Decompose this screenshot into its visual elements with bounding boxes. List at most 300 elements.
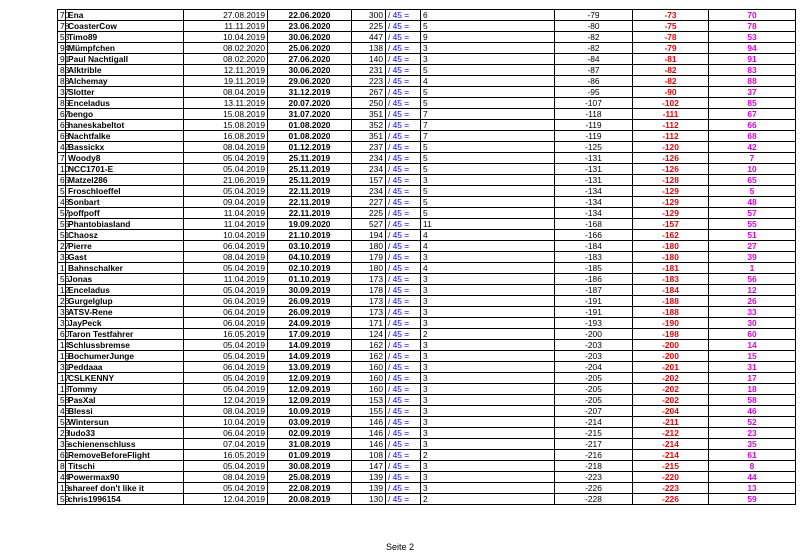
- start-date-cell: 16.05.2019: [184, 450, 268, 461]
- end-date-cell: 03.09.2019: [268, 417, 352, 428]
- start-date-cell: 05.04.2019: [184, 186, 268, 197]
- divisor-cell: / 45 =: [386, 10, 421, 21]
- score-cell: 138: [352, 43, 386, 54]
- table-row: [58, 175, 796, 186]
- score-cell: 180: [352, 263, 386, 274]
- rank-cell: 78: [58, 21, 66, 32]
- end-date-cell: 25.06.2020: [268, 43, 352, 54]
- count-cell: 3: [421, 54, 555, 65]
- player-name-cell: Alktrible: [66, 65, 184, 76]
- divisor-cell: / 45 =: [386, 241, 421, 252]
- adjusted-value-cell: -190: [633, 318, 709, 329]
- table-row: [58, 439, 796, 450]
- adjusted-value-cell: -128: [633, 175, 709, 186]
- count-cell: 3: [421, 472, 555, 483]
- start-date-cell: 16.05.2019: [184, 329, 268, 340]
- count-cell: 3: [421, 285, 555, 296]
- value-cell: -205: [555, 384, 633, 395]
- divisor-cell: / 45 =: [386, 494, 421, 505]
- start-date-cell: 07.04.2019: [184, 439, 268, 450]
- start-date-cell: 15.08.2019: [184, 109, 268, 120]
- end-date-cell: 01.09.2019: [268, 450, 352, 461]
- adjusted-value-cell: -129: [633, 197, 709, 208]
- value-cell: -215: [555, 428, 633, 439]
- rank-cell: 23: [58, 428, 66, 439]
- score-cell: 527: [352, 219, 386, 230]
- id-cell: 91: [709, 54, 796, 65]
- value-cell: -184: [555, 241, 633, 252]
- start-date-cell: 05.04.2019: [184, 483, 268, 494]
- id-cell: 53: [709, 32, 796, 43]
- score-cell: 237: [352, 142, 386, 153]
- player-name-cell: bengo: [66, 109, 184, 120]
- start-date-cell: 06.04.2019: [184, 362, 268, 373]
- rank-cell: 55: [58, 219, 66, 230]
- id-cell: 68: [709, 131, 796, 142]
- table-row: [58, 318, 796, 329]
- score-cell: 155: [352, 406, 386, 417]
- player-name-cell: CoasterCow: [66, 21, 184, 32]
- divisor-cell: / 45 =: [386, 461, 421, 472]
- id-cell: 56: [709, 274, 796, 285]
- count-cell: 6: [421, 10, 555, 21]
- score-cell: 234: [352, 153, 386, 164]
- player-name-cell: Nachtfalke: [66, 131, 184, 142]
- score-cell: 160: [352, 362, 386, 373]
- value-cell: -134: [555, 197, 633, 208]
- id-cell: 65: [709, 175, 796, 186]
- adjusted-value-cell: -202: [633, 373, 709, 384]
- score-cell: 194: [352, 230, 386, 241]
- id-cell: 33: [709, 307, 796, 318]
- value-cell: -118: [555, 109, 633, 120]
- score-cell: 300: [352, 10, 386, 21]
- score-cell: 139: [352, 483, 386, 494]
- end-date-cell: 12.09.2019: [268, 373, 352, 384]
- adjusted-value-cell: -200: [633, 351, 709, 362]
- id-cell: 37: [709, 87, 796, 98]
- end-date-cell: 25.08.2019: [268, 472, 352, 483]
- start-date-cell: 12.11.2019: [184, 65, 268, 76]
- end-date-cell: 31.12.2019: [268, 87, 352, 98]
- player-name-cell: Alchemay: [66, 76, 184, 87]
- id-cell: 42: [709, 142, 796, 153]
- player-name-cell: haneskabeltot: [66, 120, 184, 131]
- score-cell: 171: [352, 318, 386, 329]
- value-cell: -131: [555, 153, 633, 164]
- rank-cell: 58: [58, 395, 66, 406]
- rank-cell: 51: [58, 230, 66, 241]
- player-name-cell: shareef don't like it: [66, 483, 184, 494]
- count-cell: 11: [421, 219, 555, 230]
- count-cell: 5: [421, 153, 555, 164]
- table-row: [58, 362, 796, 373]
- count-cell: 3: [421, 384, 555, 395]
- count-cell: 3: [421, 373, 555, 384]
- value-cell: -80: [555, 21, 633, 32]
- divisor-cell: / 45 =: [386, 54, 421, 65]
- count-cell: 2: [421, 329, 555, 340]
- score-cell: 157: [352, 175, 386, 186]
- start-date-cell: 05.04.2019: [184, 164, 268, 175]
- value-cell: -191: [555, 307, 633, 318]
- rank-cell: 60: [58, 329, 66, 340]
- value-cell: -119: [555, 120, 633, 131]
- count-cell: 3: [421, 362, 555, 373]
- score-cell: 225: [352, 21, 386, 32]
- count-cell: 5: [421, 21, 555, 32]
- rank-cell: 35: [58, 439, 66, 450]
- end-date-cell: 12.09.2019: [268, 395, 352, 406]
- adjusted-value-cell: -162: [633, 230, 709, 241]
- count-cell: 5: [421, 164, 555, 175]
- adjusted-value-cell: -157: [633, 219, 709, 230]
- rank-cell: 30: [58, 318, 66, 329]
- value-cell: -228: [555, 494, 633, 505]
- table-row: [58, 208, 796, 219]
- count-cell: 4: [421, 230, 555, 241]
- value-cell: -217: [555, 439, 633, 450]
- id-cell: 67: [709, 109, 796, 120]
- divisor-cell: / 45 =: [386, 285, 421, 296]
- count-cell: 2: [421, 450, 555, 461]
- start-date-cell: 06.04.2019: [184, 241, 268, 252]
- id-cell: 78: [709, 21, 796, 32]
- adjusted-value-cell: -102: [633, 98, 709, 109]
- id-cell: 59: [709, 494, 796, 505]
- value-cell: -119: [555, 131, 633, 142]
- value-cell: -216: [555, 450, 633, 461]
- table-row: [58, 65, 796, 76]
- value-cell: -82: [555, 43, 633, 54]
- rank-cell: 44: [58, 472, 66, 483]
- score-cell: 234: [352, 186, 386, 197]
- score-cell: 352: [352, 120, 386, 131]
- value-cell: -131: [555, 175, 633, 186]
- id-cell: 51: [709, 230, 796, 241]
- count-cell: 3: [421, 351, 555, 362]
- adjusted-value-cell: -220: [633, 472, 709, 483]
- end-date-cell: 31.08.2019: [268, 439, 352, 450]
- start-date-cell: 05.04.2019: [184, 340, 268, 351]
- player-name-cell: Enceladus: [66, 285, 184, 296]
- id-cell: 44: [709, 472, 796, 483]
- divisor-cell: / 45 =: [386, 65, 421, 76]
- divisor-cell: / 45 =: [386, 87, 421, 98]
- count-cell: 3: [421, 274, 555, 285]
- start-date-cell: 10.04.2019: [184, 417, 268, 428]
- count-cell: 3: [421, 43, 555, 54]
- table-row: [58, 450, 796, 461]
- end-date-cell: 20.08.2019: [268, 494, 352, 505]
- end-date-cell: 22.11.2019: [268, 208, 352, 219]
- value-cell: -191: [555, 296, 633, 307]
- score-cell: 267: [352, 87, 386, 98]
- table-row: [58, 406, 796, 417]
- player-name-cell: Slotter: [66, 87, 184, 98]
- player-name-cell: Sonbart: [66, 197, 184, 208]
- player-name-cell: chris1996154: [66, 494, 184, 505]
- divisor-cell: / 45 =: [386, 439, 421, 450]
- table-row: [58, 351, 796, 362]
- count-cell: 5: [421, 197, 555, 208]
- player-name-cell: Ena: [66, 10, 184, 21]
- rank-cell: 66: [58, 120, 66, 131]
- end-date-cell: 22.08.2019: [268, 483, 352, 494]
- divisor-cell: / 45 =: [386, 329, 421, 340]
- id-cell: 23: [709, 428, 796, 439]
- table-row: [58, 461, 796, 472]
- start-date-cell: 16.08.2019: [184, 131, 268, 142]
- player-name-cell: CSLKENNY: [66, 373, 184, 384]
- id-cell: 14: [709, 340, 796, 351]
- count-cell: 3: [421, 318, 555, 329]
- score-cell: 231: [352, 65, 386, 76]
- score-cell: 225: [352, 208, 386, 219]
- table-row: [58, 252, 796, 263]
- id-cell: 13: [709, 483, 796, 494]
- adjusted-value-cell: -111: [633, 109, 709, 120]
- player-name-cell: PasXal: [66, 395, 184, 406]
- player-name-cell: Bahnschalker: [66, 263, 184, 274]
- id-cell: 94: [709, 43, 796, 54]
- adjusted-value-cell: -126: [633, 164, 709, 175]
- start-date-cell: 08.04.2019: [184, 472, 268, 483]
- start-date-cell: 19.11.2019: [184, 76, 268, 87]
- value-cell: -214: [555, 417, 633, 428]
- player-name-cell: Wintersun: [66, 417, 184, 428]
- ranking-table: [57, 9, 796, 505]
- end-date-cell: 30.08.2019: [268, 461, 352, 472]
- start-date-cell: 12.04.2019: [184, 395, 268, 406]
- table-row: [58, 87, 796, 98]
- start-date-cell: 05.04.2019: [184, 384, 268, 395]
- start-date-cell: 06.04.2019: [184, 296, 268, 307]
- value-cell: -134: [555, 208, 633, 219]
- divisor-cell: / 45 =: [386, 263, 421, 274]
- table-row: [58, 494, 796, 505]
- rank-cell: 61: [58, 450, 66, 461]
- count-cell: 3: [421, 439, 555, 450]
- id-cell: 58: [709, 395, 796, 406]
- rank-cell: 56: [58, 274, 66, 285]
- start-date-cell: 11.04.2019: [184, 219, 268, 230]
- value-cell: -218: [555, 461, 633, 472]
- score-cell: 173: [352, 307, 386, 318]
- start-date-cell: 05.04.2019: [184, 373, 268, 384]
- table-row: [58, 483, 796, 494]
- table-row: [58, 32, 796, 43]
- count-cell: 3: [421, 340, 555, 351]
- score-cell: 160: [352, 384, 386, 395]
- count-cell: 4: [421, 241, 555, 252]
- table-row: [58, 76, 796, 87]
- player-name-cell: JayPeck: [66, 318, 184, 329]
- table-row: [58, 109, 796, 120]
- value-cell: -166: [555, 230, 633, 241]
- adjusted-value-cell: -112: [633, 131, 709, 142]
- id-cell: 83: [709, 65, 796, 76]
- table-row: [58, 54, 796, 65]
- rank-cell: 18: [58, 384, 66, 395]
- table-row: [58, 120, 796, 131]
- end-date-cell: 22.11.2019: [268, 197, 352, 208]
- score-cell: 146: [352, 417, 386, 428]
- count-cell: 3: [421, 417, 555, 428]
- adjusted-value-cell: -120: [633, 142, 709, 153]
- end-date-cell: 03.10.2019: [268, 241, 352, 252]
- count-cell: 3: [421, 252, 555, 263]
- score-cell: 130: [352, 494, 386, 505]
- player-name-cell: Mümpfchen: [66, 43, 184, 54]
- divisor-cell: / 45 =: [386, 21, 421, 32]
- player-name-cell: Enceladus: [66, 98, 184, 109]
- score-cell: 351: [352, 131, 386, 142]
- adjusted-value-cell: -214: [633, 439, 709, 450]
- player-name-cell: Gast: [66, 252, 184, 263]
- value-cell: -207: [555, 406, 633, 417]
- count-cell: 3: [421, 296, 555, 307]
- value-cell: -186: [555, 274, 633, 285]
- id-cell: 31: [709, 362, 796, 373]
- rank-cell: 85: [58, 98, 66, 109]
- score-cell: 351: [352, 109, 386, 120]
- rank-cell: 46: [58, 406, 66, 417]
- end-date-cell: 21.10.2019: [268, 230, 352, 241]
- value-cell: -125: [555, 142, 633, 153]
- id-cell: 7: [709, 153, 796, 164]
- table-row: [58, 373, 796, 384]
- divisor-cell: / 45 =: [386, 428, 421, 439]
- player-name-cell: Chaosz: [66, 230, 184, 241]
- player-name-cell: Timo89: [66, 32, 184, 43]
- adjusted-value-cell: -188: [633, 296, 709, 307]
- rank-cell: 7: [58, 153, 66, 164]
- rank-cell: 31: [58, 362, 66, 373]
- divisor-cell: / 45 =: [386, 340, 421, 351]
- player-name-cell: Phantobiasland: [66, 219, 184, 230]
- end-date-cell: 30.09.2019: [268, 285, 352, 296]
- start-date-cell: 05.04.2019: [184, 351, 268, 362]
- divisor-cell: / 45 =: [386, 483, 421, 494]
- id-cell: 85: [709, 98, 796, 109]
- adjusted-value-cell: -188: [633, 307, 709, 318]
- start-date-cell: 11.04.2019: [184, 274, 268, 285]
- end-date-cell: 14.09.2019: [268, 340, 352, 351]
- id-cell: 18: [709, 384, 796, 395]
- count-cell: 5: [421, 65, 555, 76]
- divisor-cell: / 45 =: [386, 318, 421, 329]
- value-cell: -187: [555, 285, 633, 296]
- table-row: [58, 307, 796, 318]
- count-cell: 7: [421, 131, 555, 142]
- end-date-cell: 12.09.2019: [268, 384, 352, 395]
- player-name-cell: Froschloeffel: [66, 186, 184, 197]
- adjusted-value-cell: -200: [633, 340, 709, 351]
- id-cell: 26: [709, 296, 796, 307]
- end-date-cell: 26.09.2019: [268, 307, 352, 318]
- rank-cell: 52: [58, 417, 66, 428]
- end-date-cell: 24.09.2019: [268, 318, 352, 329]
- rank-cell: 42: [58, 142, 66, 153]
- table-row: [58, 340, 796, 351]
- adjusted-value-cell: -201: [633, 362, 709, 373]
- end-date-cell: 23.06.2020: [268, 21, 352, 32]
- start-date-cell: 10.04.2019: [184, 32, 268, 43]
- value-cell: -82: [555, 32, 633, 43]
- rank-cell: 26: [58, 296, 66, 307]
- table-row: [58, 241, 796, 252]
- adjusted-value-cell: -184: [633, 285, 709, 296]
- table-row: [58, 21, 796, 32]
- value-cell: -79: [555, 10, 633, 21]
- table-row: [58, 197, 796, 208]
- rank-cell: 8: [58, 461, 66, 472]
- adjusted-value-cell: -180: [633, 241, 709, 252]
- player-name-cell: Blessi: [66, 406, 184, 417]
- value-cell: -205: [555, 373, 633, 384]
- id-cell: 46: [709, 406, 796, 417]
- value-cell: -204: [555, 362, 633, 373]
- score-cell: 153: [352, 395, 386, 406]
- player-name-cell: Jonas: [66, 274, 184, 285]
- adjusted-value-cell: -223: [633, 483, 709, 494]
- rank-cell: 68: [58, 131, 66, 142]
- id-cell: 39: [709, 252, 796, 263]
- count-cell: 5: [421, 208, 555, 219]
- end-date-cell: 30.06.2020: [268, 65, 352, 76]
- rank-cell: 67: [58, 109, 66, 120]
- count-cell: 9: [421, 32, 555, 43]
- value-cell: -226: [555, 483, 633, 494]
- adjusted-value-cell: -211: [633, 417, 709, 428]
- end-date-cell: 31.07.2020: [268, 109, 352, 120]
- count-cell: 5: [421, 142, 555, 153]
- count-cell: 4: [421, 263, 555, 274]
- start-date-cell: 09.04.2019: [184, 197, 268, 208]
- id-cell: 27: [709, 241, 796, 252]
- count-cell: 3: [421, 483, 555, 494]
- start-date-cell: 15.08.2019: [184, 120, 268, 131]
- id-cell: 48: [709, 197, 796, 208]
- id-cell: 70: [709, 10, 796, 21]
- table-row: [58, 98, 796, 109]
- start-date-cell: 08.04.2019: [184, 87, 268, 98]
- table-row: [58, 153, 796, 164]
- end-date-cell: 17.09.2019: [268, 329, 352, 340]
- table-row: [58, 230, 796, 241]
- adjusted-value-cell: -202: [633, 384, 709, 395]
- start-date-cell: 06.04.2019: [184, 428, 268, 439]
- divisor-cell: / 45 =: [386, 153, 421, 164]
- divisor-cell: / 45 =: [386, 131, 421, 142]
- player-name-cell: NCC1701-E: [66, 164, 184, 175]
- start-date-cell: 21.06.2019: [184, 175, 268, 186]
- start-date-cell: 06.04.2019: [184, 318, 268, 329]
- divisor-cell: / 45 =: [386, 43, 421, 54]
- end-date-cell: 10.09.2019: [268, 406, 352, 417]
- divisor-cell: / 45 =: [386, 384, 421, 395]
- id-cell: 88: [709, 76, 796, 87]
- rank-cell: 91: [58, 54, 66, 65]
- player-name-cell: Gurgelglup: [66, 296, 184, 307]
- adjusted-value-cell: -202: [633, 395, 709, 406]
- id-cell: 60: [709, 329, 796, 340]
- score-cell: 162: [352, 340, 386, 351]
- adjusted-value-cell: -90: [633, 87, 709, 98]
- adjusted-value-cell: -82: [633, 65, 709, 76]
- end-date-cell: 01.10.2019: [268, 274, 352, 285]
